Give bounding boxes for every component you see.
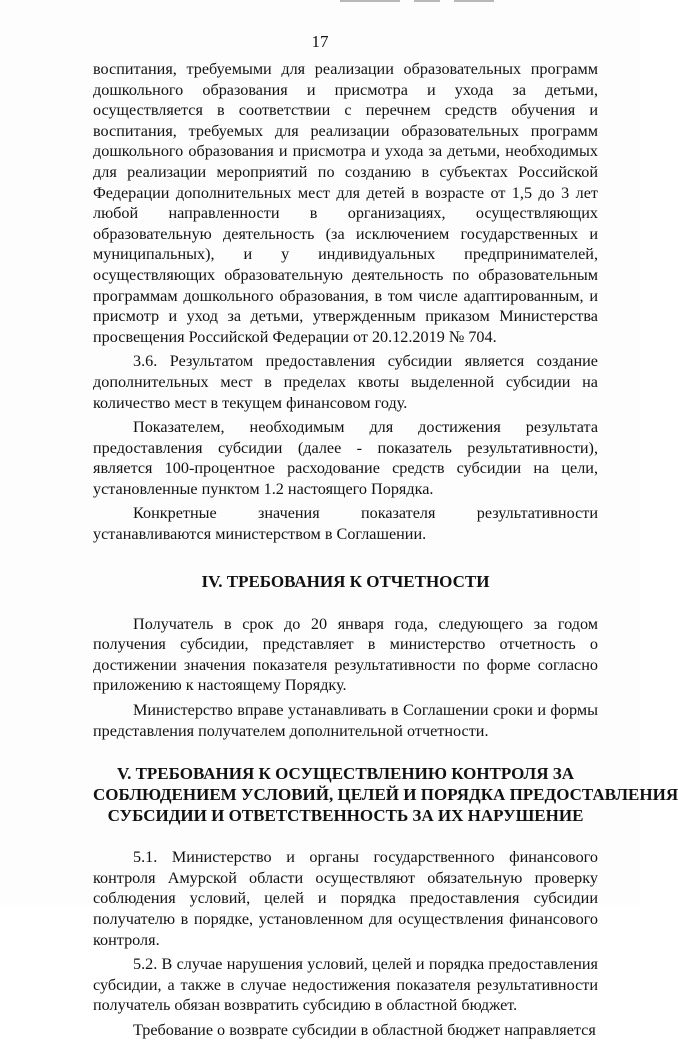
paragraph-refund-requirement: Требование о возврате субсидии в областной бюджет направляется [133, 1020, 596, 1039]
section-5-heading-line-1: V. ТРЕБОВАНИЯ К ОСУЩЕСТВЛЕНИЮ КОНТРОЛЯ ЗА [117, 764, 574, 784]
paragraph-5-1: 5.1. Министерство и органы государственного финансового контроля Амурской области осуществляют обязательную проверку соблюдения условий, целей и порядка предоставления субсидии получателю в порядке, установленном для осуществления финансового контроля. [93, 848, 598, 949]
section-5-heading-line-3: СУБСИДИИ И ОТВЕТСТВЕННОСТЬ ЗА ИХ НАРУШЕНИЕ [107, 806, 584, 826]
paragraph-additional-reporting: Министерство вправе устанавливать в Соглашении сроки и формы представления получателем дополнительной отчетности. [93, 701, 598, 740]
paragraph-indicator: Показателем, необходимым для достижения результата предоставления субсидии (далее - показатель результативности), является 100-процентное расходование средств субсидии на цели, установленные пунктом 1.2 настоящего Порядка. [93, 418, 598, 498]
paragraph-3-6: 3.6. Результатом предоставления субсидии является создание дополнительных мест в пределах квоты выделенной субсидии на количество мест в текущем финансовом году. [93, 352, 598, 412]
section-5-heading [93, 763, 678, 826]
page-number: 17 [311, 32, 329, 51]
paragraph-5-2: 5.2. В случае нарушения условий, целей и порядка предоставления субсидии, а также в случае недостижения показателя результативности получатель обязан возвратить субсидию в областной бюджет. [93, 955, 598, 1015]
section-5-heading-line-2: СОБЛЮДЕНИЕМ УСЛОВИЙ, ЦЕЛЕЙ И ПОРЯДКА ПРЕДОСТАВЛЕНИЯ [93, 785, 678, 805]
paragraph-reporting-deadline: Получатель в срок до 20 января года, следующего за годом получения субсидии, представляет в министерство отчетность о достижении значения показателя результативности по форме согласно приложению к настоящему Порядку. [93, 614, 598, 695]
document-body [93, 59, 678, 1041]
scan-artifact-marks [340, 0, 510, 3]
paragraph-continuation: воспитания, требуемыми для реализации образовательных программ дошкольного образования и присмотра и ухода за детьми, осуществляется в соответствии с перечнем средств обучения и воспитания, требуемых для реализации образовательных программ дошкольного образования и присмотра и ухода за детьми, необходимых для реализации мероприятий по созданию в субъектах Российской Федерации дополнительных мест для детей в возрасте от 1,5 до 3 лет любой направленности в организациях, осуществляющих образовательную деятельность (за исключением государственных и муниципальных), и у индивидуальных предпринимателей, осуществляющих образовательную деятельность по образовательным программам дошкольного образования, в том числе адаптированным, и присмотр и уход за детьми, утвержденным приказом Министерства просвещения Российской Федерации от 20.12.2019 № 704. [93, 60, 598, 346]
section-4-heading: IV. ТРЕБОВАНИЯ К ОТЧЕТНОСТИ [201, 571, 490, 591]
paragraph-indicator-values: Конкретные значения показателя результативности устанавливаются министерством в Соглашении. [93, 504, 598, 544]
